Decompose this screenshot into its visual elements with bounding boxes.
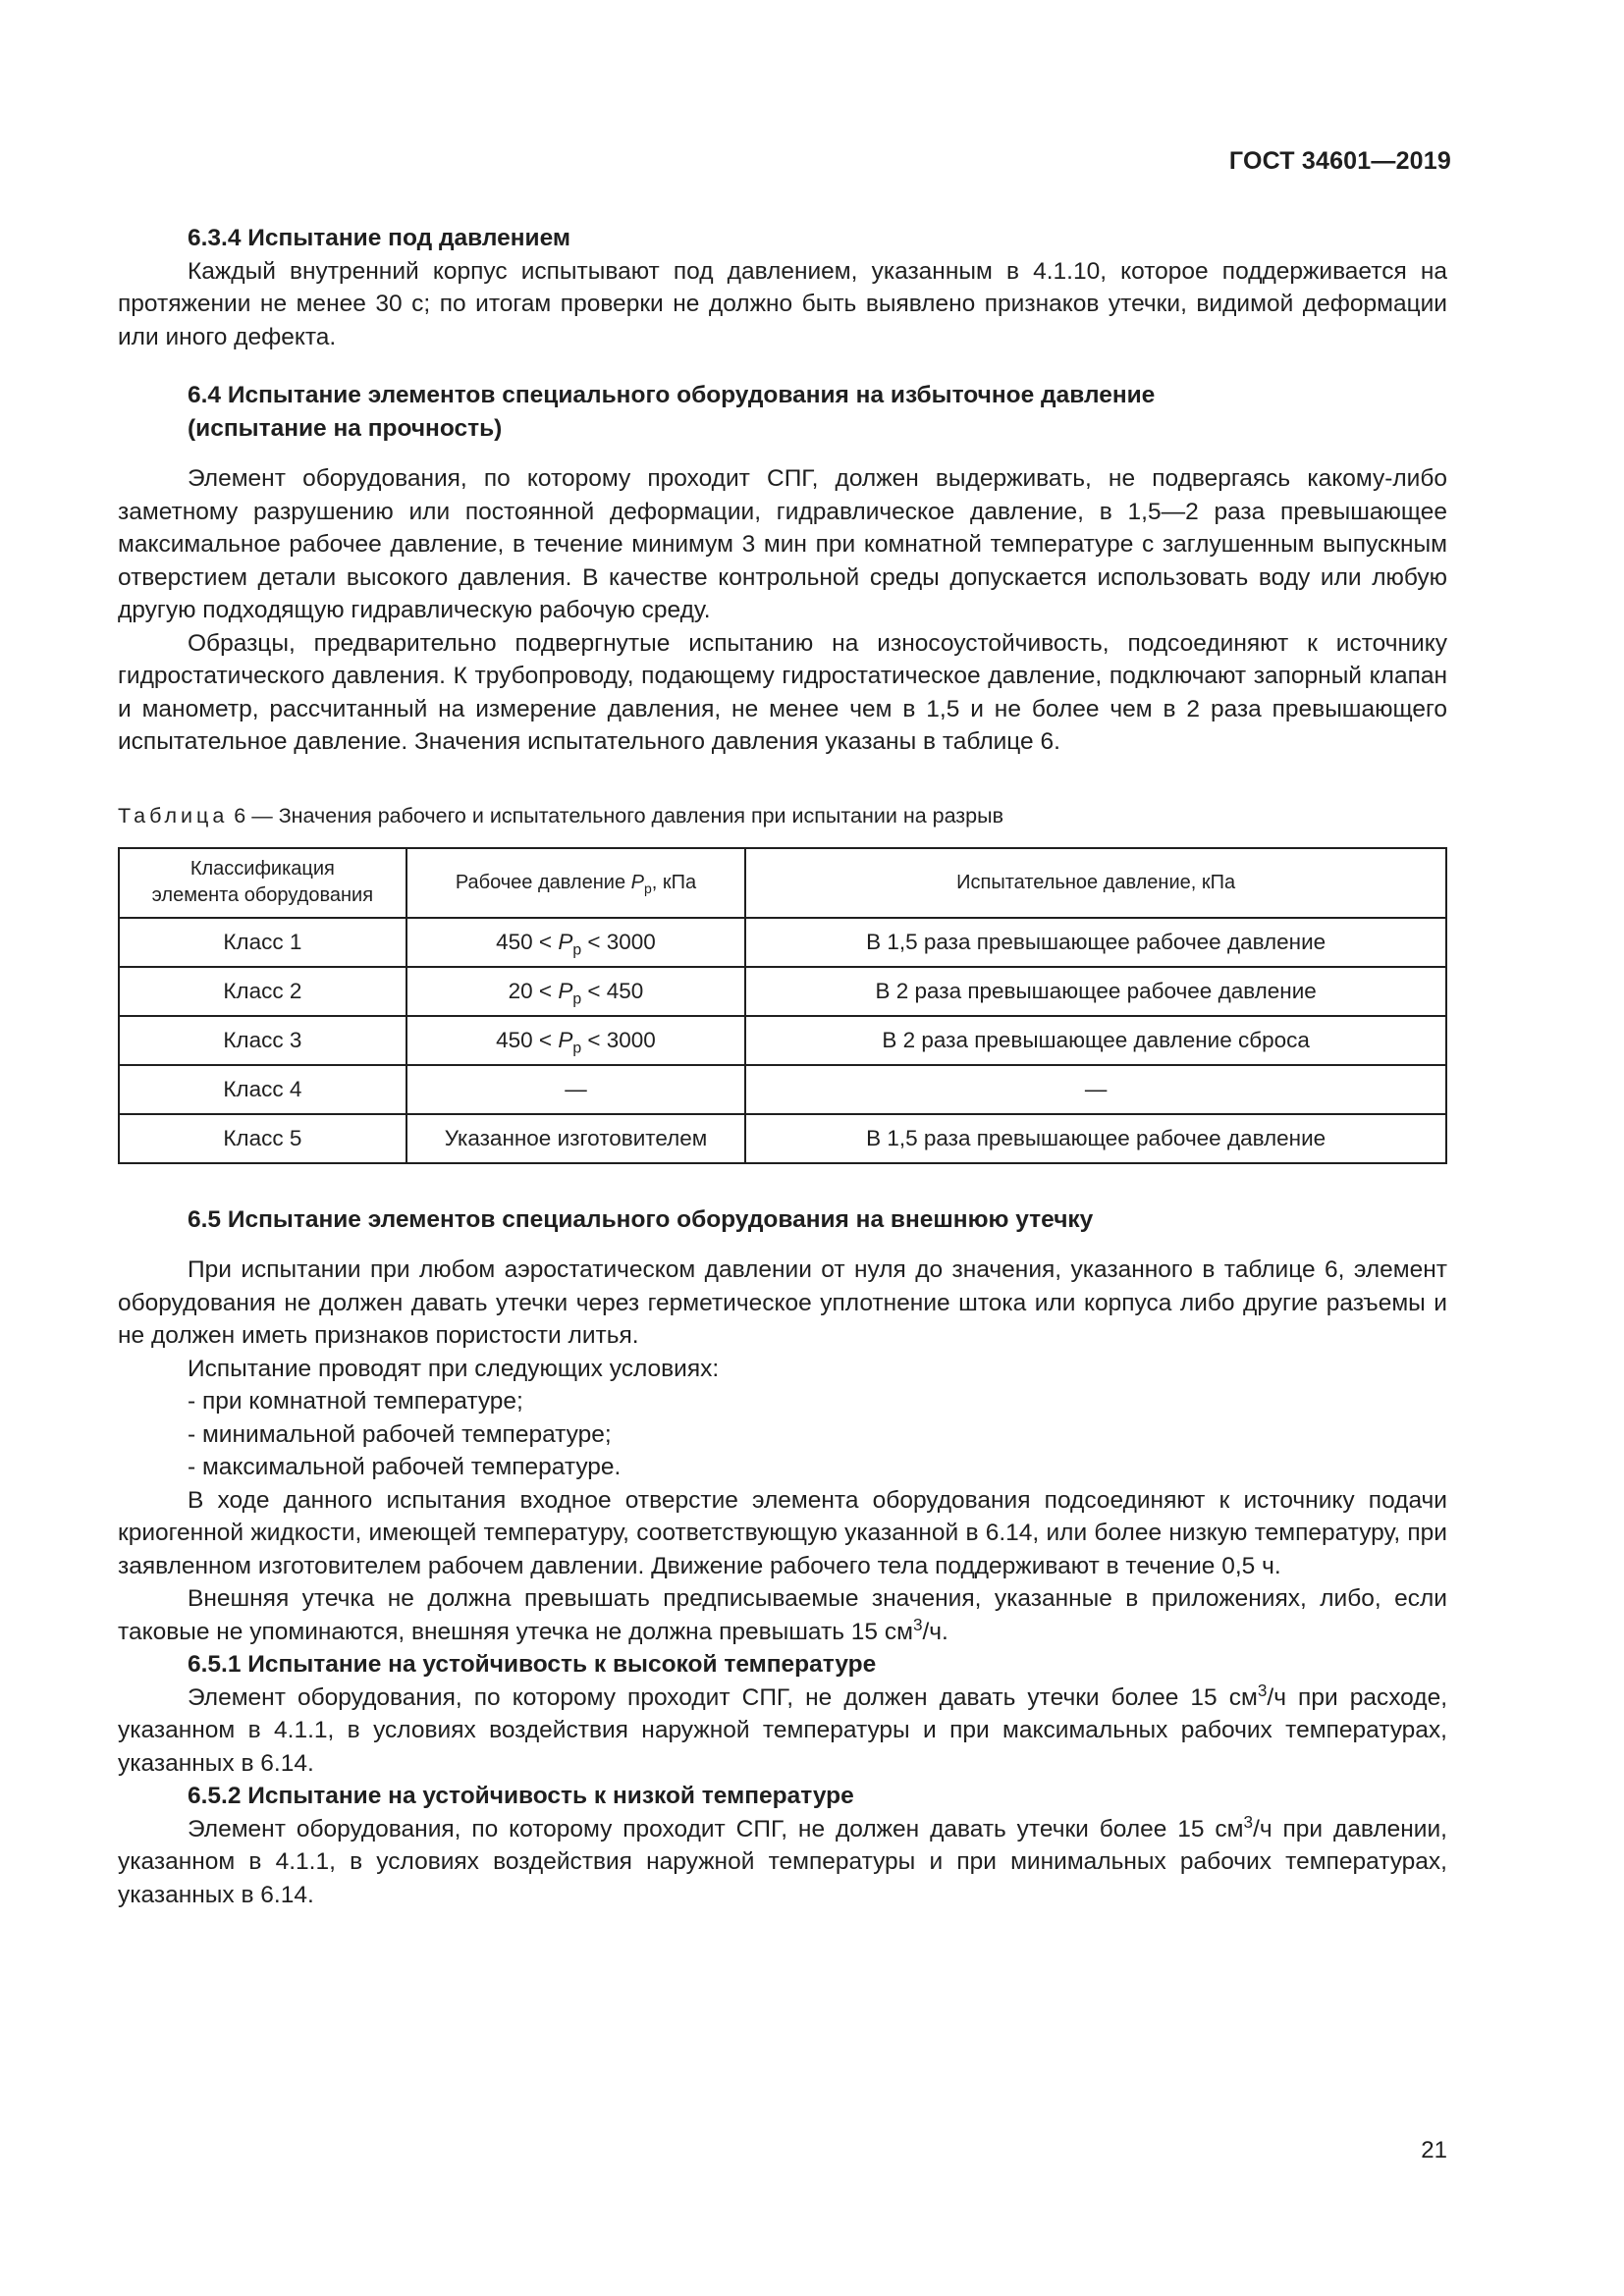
class-cell: Класс 5 bbox=[119, 1114, 406, 1163]
test-pressure-cell: — bbox=[745, 1065, 1446, 1114]
superscript-3: 3 bbox=[1243, 1811, 1254, 1832]
section-6-4-paragraph-1: Элемент оборудования, по которому проходит СПГ, должен выдерживать, не подвергаясь какому-либо заметному разрушению или постоянной деформации, гидравлическое давление, в 1,5—2 раза превышающее максимальное рабочее давление, в течение минимум 3 мин при комнатной температуре с заглушенным выпускным отверстием детали высокого давления. В качестве контрольной среды допускается использовать воду или любую другую подходящую гидравлическую рабочую среду. bbox=[118, 465, 1447, 623]
paragraph-text: Элемент оборудования, по которому проходит СПГ, не должен давать утечки более 15 см bbox=[188, 1683, 1258, 1711]
test-pressure-cell: В 1,5 раза превышающее рабочее давление bbox=[745, 1114, 1446, 1163]
section-6-5-2-paragraph bbox=[118, 1813, 1447, 1912]
superscript-3: 3 bbox=[912, 1614, 923, 1634]
section-6-5-paragraph-3: В ходе данного испытания входное отверстие элемента оборудования подсоединяют к источнику подачи криогенной жидкости, имеющей температуру, соответствующую указанной в 6.14, или более низкую температуру, при заявленном изготовителем рабочем давлении. Движение рабочего тела поддерживают в течение 0,5 ч. bbox=[118, 1486, 1447, 1579]
table-row bbox=[119, 1114, 1446, 1163]
section-6-5-1-title: 6.5.1 Испытание на устойчивость к высокой температуре bbox=[188, 1651, 877, 1678]
table-caption-label: Таблица bbox=[118, 803, 229, 828]
section-6-4-title-line2: (испытание на прочность) bbox=[188, 414, 503, 442]
class-cell: Класс 3 bbox=[119, 1016, 406, 1065]
superscript-3: 3 bbox=[1257, 1680, 1268, 1700]
paragraph-text: /ч при расходе, указанном в 4.1.1, в условиях воздействия наружной температуры и при максимальных рабочих температурах, указанных в 6.14. bbox=[118, 1683, 1447, 1777]
working-pressure-cell bbox=[406, 918, 746, 967]
working-pressure-cell: — bbox=[406, 1065, 746, 1114]
working-pressure-cell bbox=[406, 967, 746, 1016]
section-6-5-paragraph-2: Испытание проводят при следующих условиях: bbox=[188, 1355, 720, 1382]
section-6-5-title: 6.5 Испытание элементов специального оборудования на внешнюю утечку bbox=[188, 1205, 1094, 1233]
table-row bbox=[119, 967, 1446, 1016]
header-classification bbox=[119, 848, 406, 918]
table-6-caption bbox=[118, 802, 1447, 829]
paragraph-text: /ч при давлении, указанном в 4.1.1, в условиях воздействия наружной температуры и при минимальных рабочих температурах, указанных в 6.14. bbox=[118, 1815, 1447, 1908]
table-6 bbox=[118, 847, 1447, 1164]
wp-sub: р bbox=[572, 990, 582, 1008]
working-pressure-cell: Указанное изготовителем bbox=[406, 1114, 746, 1163]
test-pressure-cell: В 2 раза превышающее давление сброса bbox=[745, 1016, 1446, 1065]
standard-code: ГОСТ 34601—2019 bbox=[1228, 147, 1451, 175]
wp-high: < 3000 bbox=[581, 1027, 656, 1052]
class-cell: Класс 4 bbox=[119, 1065, 406, 1114]
section-6-5-1-paragraph bbox=[118, 1682, 1447, 1781]
table-row bbox=[119, 918, 1446, 967]
section-6-5-2-title: 6.5.2 Испытание на устойчивость к низкой температуре bbox=[188, 1783, 854, 1809]
test-pressure-cell: В 2 раза превышающее рабочее давление bbox=[745, 967, 1446, 1016]
wp-var: P bbox=[558, 1027, 573, 1052]
list-item: - минимальной рабочей температуре; bbox=[188, 1420, 612, 1448]
wp-sub: р bbox=[572, 941, 582, 959]
table-header-row bbox=[119, 848, 1446, 918]
page-number: 21 bbox=[1421, 2137, 1447, 2163]
page-content bbox=[118, 222, 1447, 1911]
section-6-3-4-title: 6.3.4 Испытание под давлением bbox=[188, 225, 571, 251]
wp-sub: р bbox=[572, 1040, 582, 1057]
header-classification-line2: элемента оборудования bbox=[151, 884, 374, 906]
working-pressure-cell bbox=[406, 1016, 746, 1065]
wp-var: P bbox=[558, 929, 573, 954]
section-6-3-4-paragraph: Каждый внутренний корпус испытывают под давлением, указанным в 4.1.10, которое поддерживается на протяжении не менее 30 с; по итогам проверки не должно быть выявлено признаков утечки, видимой деформации или иного дефекта. bbox=[118, 257, 1447, 350]
section-6-5-paragraph-1: При испытании при любом аэростатическом давлении от нуля до значения, указанного в таблице 6, элемент оборудования не должен давать утечки через герметическое уплотнение штока или корпуса либо другие разъемы и не должен иметь признаков пористости литья. bbox=[118, 1256, 1447, 1349]
wp-high: < 450 bbox=[581, 978, 644, 1003]
header-wp-unit: , кПа bbox=[651, 871, 697, 893]
paragraph-text: Внешняя утечка не должна превышать предписываемые значения, указанные в приложениях, либо, если таковые не упоминаются, внешняя утечка не должна превышать 15 см bbox=[118, 1585, 1447, 1645]
test-pressure-cell: В 1,5 раза превышающее рабочее давление bbox=[745, 918, 1446, 967]
wp-low: 20 < bbox=[508, 978, 559, 1003]
wp-high: < 3000 bbox=[581, 929, 656, 954]
wp-low: 450 < bbox=[496, 929, 559, 954]
paragraph-text: /ч. bbox=[922, 1618, 948, 1645]
class-cell: Класс 2 bbox=[119, 967, 406, 1016]
table-row bbox=[119, 1016, 1446, 1065]
header-wp-text: Рабочее давление bbox=[455, 871, 631, 893]
section-6-4-paragraph-2: Образцы, предварительно подвергнутые испытанию на износоустойчивость, подсоединяют к источнику гидростатического давления. К трубопроводу, подающему гидростатическое давление, подключают запорный клапан и манометр, рассчитанный на измерение давления, не менее чем в 1,5 и не более чем в 2 раза превышающего испытательное давление. Значения испытательного давления указаны в таблице 6. bbox=[118, 629, 1447, 755]
class-cell: Класс 1 bbox=[119, 918, 406, 967]
table-row bbox=[119, 1065, 1446, 1114]
section-6-5-paragraph-4 bbox=[118, 1582, 1447, 1648]
list-item: - при комнатной температуре; bbox=[188, 1388, 523, 1415]
header-classification-line1: Классификация bbox=[189, 858, 335, 880]
header-working-pressure bbox=[406, 848, 746, 918]
table-caption-text: 6 — Значения рабочего и испытательного давления при испытании на разрыв bbox=[228, 803, 1003, 828]
header-test-pressure: Испытательное давление, кПа bbox=[745, 848, 1446, 918]
header-wp-sub: р bbox=[643, 880, 652, 896]
section-6-4-title-line1: 6.4 Испытание элементов специального оборудования на избыточное давление bbox=[188, 382, 1156, 408]
header-wp-var: P bbox=[630, 871, 644, 893]
list-item: - максимальной рабочей температуре. bbox=[188, 1454, 622, 1480]
wp-low: 450 < bbox=[496, 1027, 559, 1052]
paragraph-text: Элемент оборудования, по которому проходит СПГ, не должен давать утечки более 15 см bbox=[188, 1815, 1244, 1842]
wp-var: P bbox=[558, 978, 573, 1003]
